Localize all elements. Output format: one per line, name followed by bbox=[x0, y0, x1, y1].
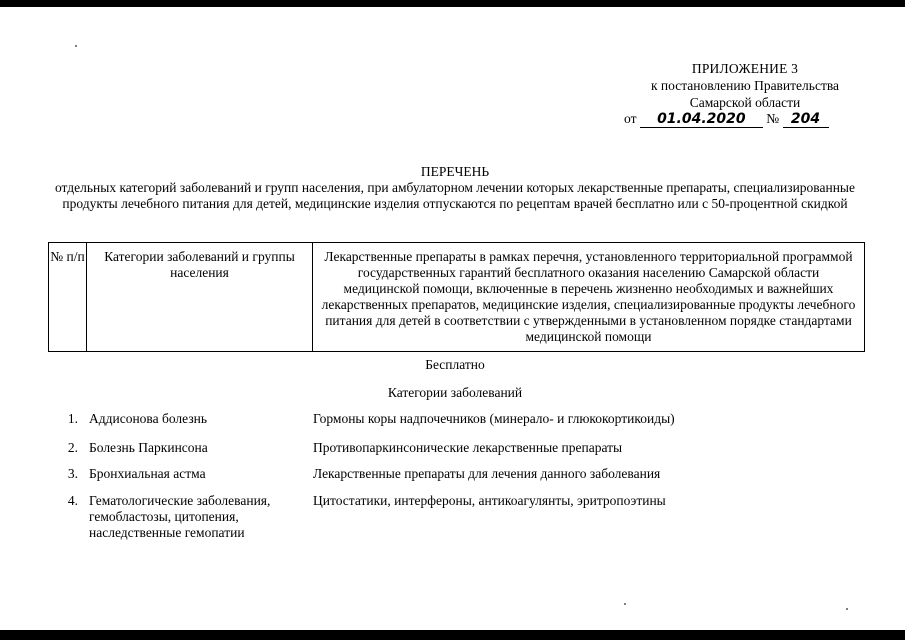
row-medicines: Цитостатики, интерфероны, антикоагулянты, эритропоэтины bbox=[313, 493, 666, 508]
row-category: Гематологические заболевания, гемобластозы, цитопения, наследственные гемопатии bbox=[89, 493, 271, 540]
annex-line-2: Самарской области bbox=[689, 95, 801, 110]
annex-title: ПРИЛОЖЕНИЕ 3 bbox=[691, 61, 799, 76]
document-title: ПЕРЕЧЕНЬ bbox=[420, 164, 490, 179]
row-number: 2. bbox=[67, 440, 78, 455]
handwritten-number: 204 bbox=[783, 111, 829, 128]
row-number: 1. bbox=[67, 411, 78, 426]
scan-speck bbox=[624, 603, 626, 605]
scan-speck bbox=[75, 45, 77, 47]
row-category: Бронхиальная астма bbox=[89, 466, 206, 481]
row-category: Болезнь Паркинсона bbox=[89, 440, 208, 455]
column-header-category: Категории заболеваний и группы населения bbox=[87, 243, 313, 351]
date-prefix: от bbox=[624, 111, 637, 126]
annex-block bbox=[600, 60, 890, 111]
row-medicines: Лекарственные препараты для лечения данного заболевания bbox=[313, 466, 661, 481]
document-heading bbox=[40, 164, 870, 212]
annex-line-1: к постановлению Правительства bbox=[650, 78, 840, 93]
section-free: Бесплатно bbox=[425, 357, 485, 372]
row-medicines: Гормоны коры надпочечников (минерало- и глюкокортикоиды) bbox=[313, 411, 675, 426]
section-disease-categories: Категории заболеваний bbox=[387, 385, 523, 400]
scan-border-bottom bbox=[0, 630, 905, 640]
row-number: 3. bbox=[67, 466, 78, 481]
scan-border-top bbox=[0, 0, 905, 7]
column-header-medicines: Лекарственные препараты в рамках перечня, установленного территориальной программой государственных гарантий бесплатного оказания населению Самарской области медицинской помощи, включенные в перечень жизненно необходимых и важнейших лекарственных препаратов, медицинские изделия, специализированные продукты лечебного питания для детей в соответствии с утвержденными в установленном порядке стандартами медицинской помощи bbox=[321, 249, 856, 344]
column-header-number: № п/п bbox=[49, 243, 87, 351]
number-prefix: № bbox=[766, 111, 780, 126]
row-number: 4. bbox=[67, 493, 78, 508]
document-subtitle: отдельных категорий заболеваний и групп населения, при амбулаторном лечении которых лекарственные препараты, специализированные продукты лечебного питания для детей, медицинские изделия отпускаются по рецептам врачей бесплатно или с 50-процентной скидкой bbox=[54, 180, 855, 211]
handwritten-date: 01.04.2020 bbox=[640, 111, 763, 128]
scan-speck bbox=[846, 608, 848, 610]
row-medicines: Противопаркинсонические лекарственные препараты bbox=[313, 440, 623, 455]
order-date-number bbox=[624, 111, 829, 128]
row-category: Аддисонова болезнь bbox=[89, 411, 208, 426]
table-header bbox=[48, 242, 865, 352]
